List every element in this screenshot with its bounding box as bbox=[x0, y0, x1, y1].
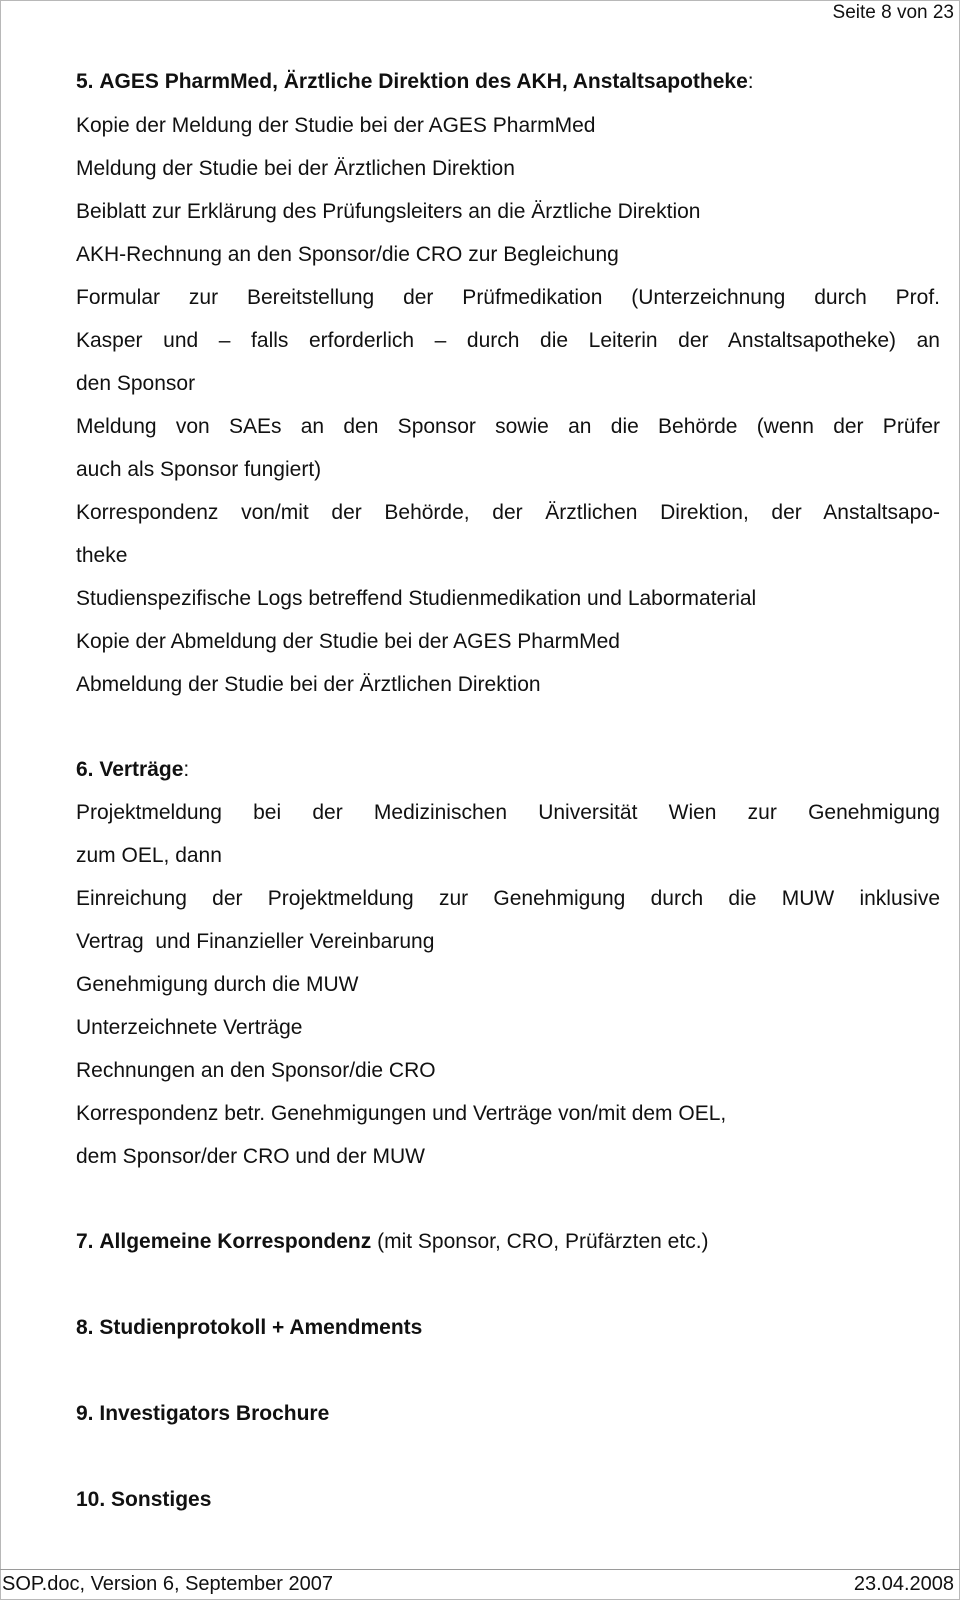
section-5-item-abmeldung-kopie: Kopie der Abmeldung der Studie bei der AGES PharmMed bbox=[76, 630, 620, 653]
section-8-number: 8. bbox=[76, 1316, 94, 1339]
section-5-formular-line-2: Kasper und – falls erforderlich – durch die Leiterin der Anstaltsapotheke) an bbox=[76, 329, 940, 352]
section-6-projektmeldung-line-1: Projektmeldung bei der Medizinischen Universität Wien zur Genehmigung bbox=[76, 801, 940, 824]
page-footer bbox=[0, 1569, 960, 1600]
section-6-item-vertraege: Unterzeichnete Verträge bbox=[76, 1016, 303, 1039]
section-5-item-3: Beiblatt zur Erklärung des Prüfungsleiters an die Ärztliche Direktion bbox=[76, 200, 701, 223]
section-6-number: 6. bbox=[76, 758, 94, 781]
section-5-formular-line-3: den Sponsor bbox=[76, 372, 196, 395]
section-6-projektmeldung-line-2: zum OEL, dann bbox=[76, 844, 222, 867]
section-5-item-1: Kopie der Meldung der Studie bei der AGES PharmMed bbox=[76, 114, 596, 137]
section-6-heading bbox=[76, 758, 189, 782]
section-10-heading bbox=[76, 1488, 211, 1512]
section-5-number: 5. bbox=[76, 70, 94, 93]
section-6-item-genehmigung: Genehmigung durch die MUW bbox=[76, 973, 359, 996]
page-number: Seite 8 von 23 bbox=[832, 2, 954, 23]
footer-date: 23.04.2008 bbox=[853, 1573, 954, 1595]
section-7-title: Allgemeine Korrespondenz bbox=[99, 1230, 372, 1253]
section-6-title: Verträge bbox=[99, 758, 184, 781]
section-6-einreichung-line-2: Vertrag und Finanzieller Vereinbarung bbox=[76, 930, 435, 953]
section-9-heading bbox=[76, 1402, 329, 1426]
section-5-korrespondenz-line-1: Korrespondenz von/mit der Behörde, der Ärztlichen Direktion, der Anstaltsapo- bbox=[76, 501, 940, 524]
section-10-title: Sonstiges bbox=[111, 1488, 212, 1511]
section-5-item-4: AKH-Rechnung an den Sponsor/die CRO zur Begleichung bbox=[76, 243, 619, 266]
section-5-item-2: Meldung der Studie bei der Ärztlichen Direktion bbox=[76, 157, 515, 180]
section-6-item-rechnungen: Rechnungen an den Sponsor/die CRO bbox=[76, 1059, 436, 1082]
footer-document-info: SOP.doc, Version 6, September 2007 bbox=[2, 1573, 333, 1595]
section-9-number: 9. bbox=[76, 1402, 94, 1425]
section-6-einreichung-line-1: Einreichung der Projektmeldung zur Genehmigung durch die MUW inklusive bbox=[76, 887, 940, 910]
section-7-number: 7. bbox=[76, 1230, 94, 1253]
section-5-item-logs: Studienspezifische Logs betreffend Studienmedikation und Labormaterial bbox=[76, 587, 757, 610]
section-5-formular-line-1: Formular zur Bereitstellung der Prüfmedikation (Unterzeichnung durch Prof. bbox=[76, 286, 940, 309]
section-6-korrespondenz-line-2: dem Sponsor/der CRO und der MUW bbox=[76, 1145, 425, 1168]
section-10-number: 10. bbox=[76, 1488, 106, 1511]
section-5-heading bbox=[76, 70, 754, 94]
section-8-heading bbox=[76, 1316, 422, 1340]
section-9-title: Investigators Brochure bbox=[99, 1402, 330, 1425]
section-7-heading bbox=[76, 1230, 709, 1254]
section-5-saes-line-1: Meldung von SAEs an den Sponsor sowie an die Behörde (wenn der Prüfer bbox=[76, 415, 940, 438]
section-7-suffix: (mit Sponsor, CRO, Prüfärzten etc.) bbox=[371, 1230, 709, 1253]
section-8-title: Studienprotokoll + Amendments bbox=[99, 1316, 423, 1339]
section-6-suffix: : bbox=[183, 758, 190, 781]
section-5-title: AGES PharmMed, Ärztliche Direktion des AKH, Anstaltsapotheke bbox=[99, 70, 748, 93]
section-5-item-abmeldung: Abmeldung der Studie bei der Ärztlichen Direktion bbox=[76, 673, 541, 696]
section-6-korrespondenz-line-1: Korrespondenz betr. Genehmigungen und Verträge von/mit dem OEL, bbox=[76, 1102, 727, 1125]
section-5-saes-line-2: auch als Sponsor fungiert) bbox=[76, 458, 322, 481]
section-5-suffix: : bbox=[747, 70, 754, 93]
section-5-korrespondenz-line-2: theke bbox=[76, 544, 128, 567]
